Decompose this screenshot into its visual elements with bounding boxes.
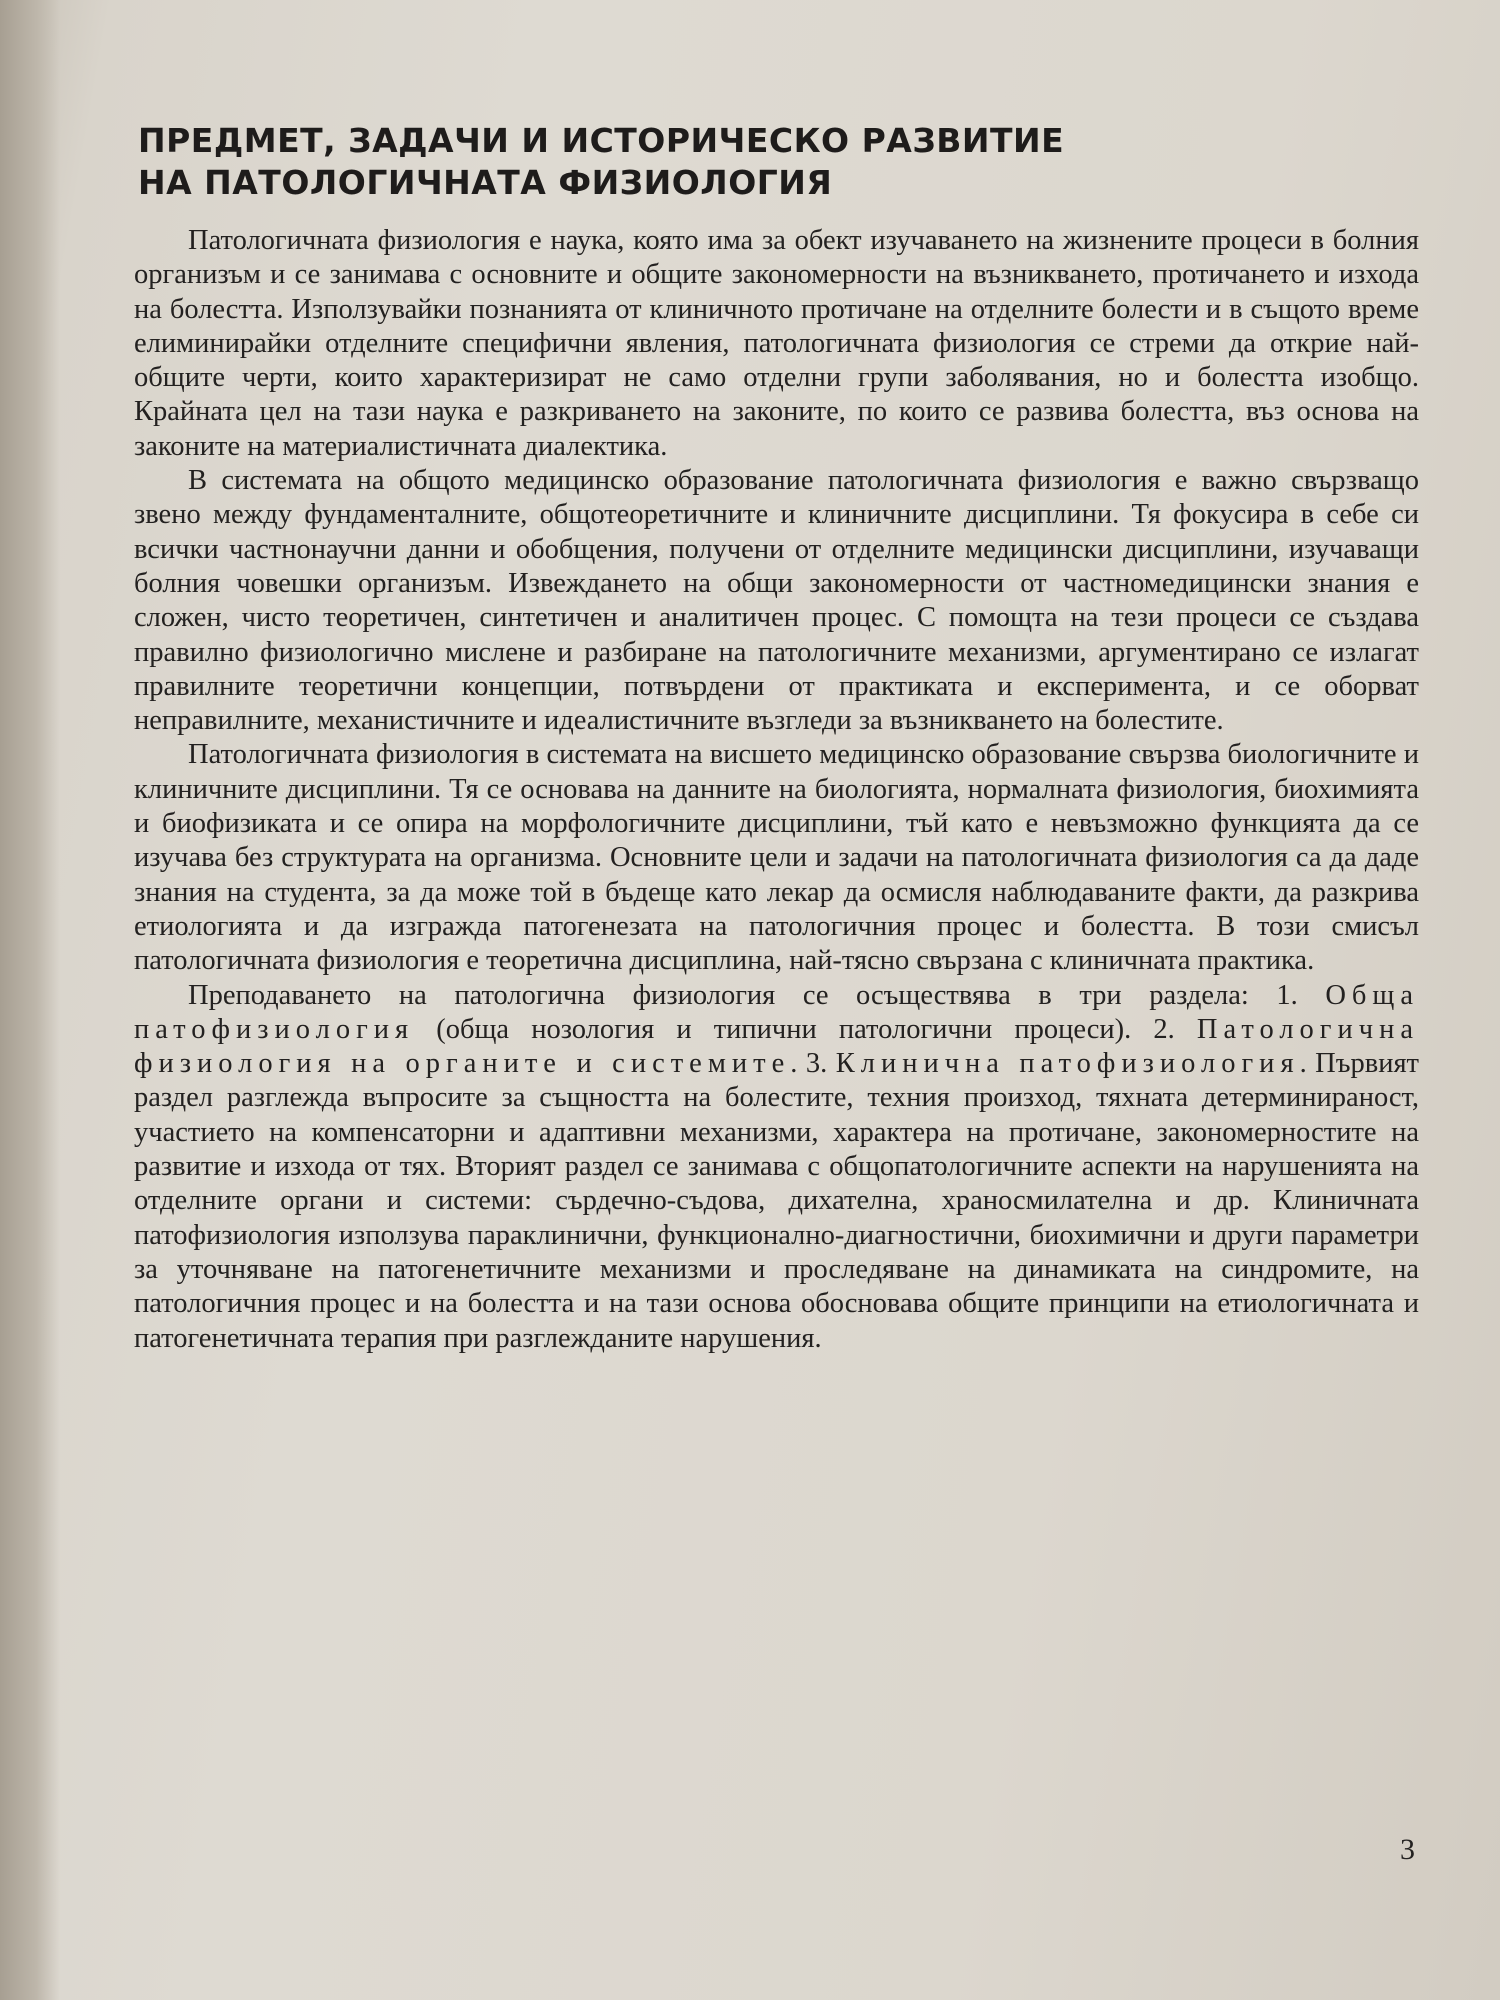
section-3-name: Клинична патофизиология [835, 1048, 1300, 1080]
paragraph-3: Патологичната физиология в системата на висшето медицинско образование свързва биологичните и клиничните дисциплини. Тя се основава на данните на биологията, нормалната физиология, биохимията и биофизиката и се опира на морфологичните дисциплини, тъй като е невъзможно функцията да се изучава без структурата на организма. Основните цели и задачи на патологичната физиология са да даде знания на студента, за да може той в бъдеще като лекар да осмисля наблюдаваните факти, да разкрива етиологията и да изгражда патогенезата на патологичния процес и болестта. В този смисъл патологичната физиология е теоретична дисциплина, най-тясно свързана с клиничната практика. [134, 739, 1419, 977]
section-1-name: Обща патофизиология [134, 979, 1419, 1045]
paragraph-1: Патологичната физиология е наука, която има за обект изучаването на жизнените процеси в болния организъм и се занимава с основните и общите закономерности на възникването, протичането и изхода на болестта. Използувайки познанията от клиничното протичане на отделните болести и в същото време елиминирайки отделните специфични явления, патологичната физиология се стреми да открие най-общите черти, които характеризират не само отделни групи заболявания, но и болестта изобщо. Крайната цел на тази наука е разкриването на законите, по които се развива болестта, въз основа на законите на материалистичната диалектика. [134, 225, 1419, 462]
paragraph-2: В системата на общото медицинско образование патологичната физиология е важно свързващо звено между фундаменталните, общотеоретичните и клиничните дисциплини. Тя фокусира в себе си всички частнонаучни данни и обобщения, получени от отделните медицински дисциплини, изучаващи болния човешки организъм. Извеждането на общи закономерности от частномедицински знания е сложен, чисто теоретичен, синтетичен и аналитичен процес. С помощта на тези процеси се създава правилно физиологично мислене и разбиране на патологичните механизми, аргументирано се излагат правилните теоретични концепции, потвърдени от практиката и експеримента, и се оборват неправилните, механистичните и идеалистичните възгледи за възникването на болестите. [134, 465, 1419, 737]
section-3-number: . 3. [790, 1048, 836, 1080]
section-1-number: 1. [1276, 979, 1326, 1011]
paragraph-4-intro: Преподаването на патологична физиология се осъществява в три раздела: [188, 979, 1277, 1011]
section-1-note: (обща нозология и типични патологични процеси). [414, 1013, 1154, 1045]
paragraph-4-rest: . Първият раздел разглежда въпросите за същността на болестите, техния произход, тяхната детерминираност, участието на компенсаторни и адаптивни механизми, характера на протичане, закономерностите на развитие и изхода от тях. Вторият раздел се занимава с общопатологичните аспекти на нарушенията на отделните органи и системи: сърдечно-съдова, дихателна, храносмилателна и др. Клиничната патофизиология използува параклинични, функционално-диагностични, биохимични и други параметри за уточняване на патогенетичните механизми и проследяване на динамиката на синдромите, на патологичния процес и на болестта и на тази основа обосновава общите принципи на етиологичната и патогенетичната терапия при разглежданите нарушения. [134, 1048, 1420, 1354]
page-gutter-shadow [0, 0, 60, 2000]
paragraph-4 [134, 979, 1419, 1356]
chapter-title [138, 120, 1138, 204]
body-text [134, 224, 1419, 1356]
page-number: 3 [1400, 1833, 1415, 1866]
section-2-number: 2. [1153, 1013, 1197, 1045]
chapter-title-line-2: НА ПАТОЛОГИЧНАТА ФИЗИОЛОГИЯ [138, 163, 833, 202]
section-2-name: Патологична физиология на органите и системите [134, 1013, 1419, 1080]
chapter-title-line-1: ПРЕДМЕТ, ЗАДАЧИ И ИСТОРИЧЕСКО РАЗВИТИЕ [138, 121, 1065, 160]
